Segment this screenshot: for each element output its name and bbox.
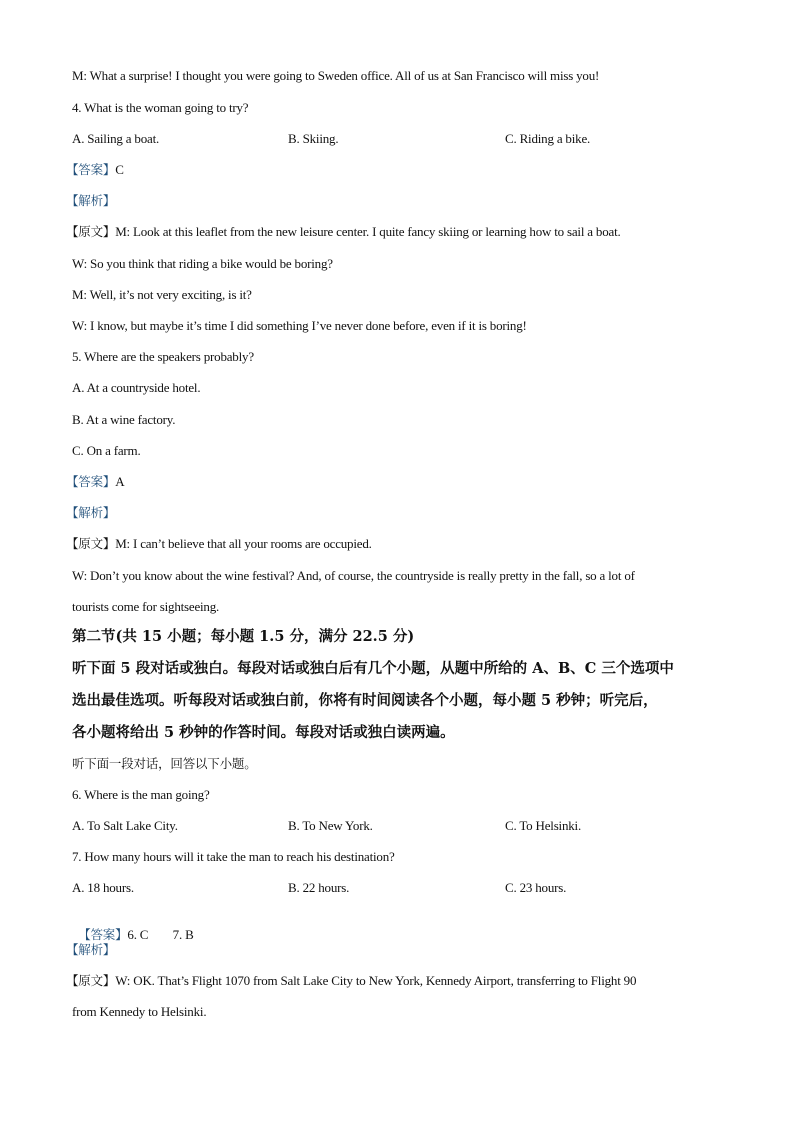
transcript-line: M: Well, it’s not very exciting, is it? — [72, 287, 252, 302]
answer-value: C — [115, 162, 124, 177]
transcript-line: W: So you think that riding a bike would be boring? — [72, 256, 333, 271]
answer-line — [66, 474, 125, 490]
question-4-options — [72, 131, 732, 147]
original-tag: 【原文】 — [66, 536, 116, 551]
option-b: B. To New York. — [288, 818, 373, 833]
question-6-options — [72, 818, 732, 834]
answer-tag: 【答案】 — [66, 474, 116, 489]
option-c: C. Riding a bike. — [505, 131, 591, 146]
transcript-text: M: Look at this leaflet from the new leisure center. I quite fancy skiing or learning how to sail a boat. — [115, 224, 621, 239]
section-prompt: 听下面一段对话，回答以下小题。 — [72, 756, 257, 771]
section-instructions: 听下面 5 段对话或独白。每段对话或独白后有几个小题，从题中所给的 A、B、C 三个选项中 — [72, 660, 674, 677]
question-4: 4. What is the woman going to try? — [72, 100, 249, 115]
answer-value: 6. C 7. B — [127, 927, 194, 942]
analysis-tag: 【解析】 — [66, 942, 116, 957]
question-7: 7. How many hours will it take the man to reach his destination? — [72, 849, 395, 864]
option-b: B. 22 hours. — [288, 880, 350, 895]
analysis-line — [66, 942, 116, 958]
original-tag: 【原文】 — [66, 224, 116, 239]
section-heading: 第二节(共 15 小题；每小题 1.5 分，满分 22.5 分) — [72, 628, 415, 645]
answer-line — [66, 162, 124, 178]
option-c: C. On a farm. — [72, 443, 141, 458]
analysis-line — [66, 505, 116, 521]
section-instructions: 选出最佳选项。听每段对话或独白前，你将有时间阅读各个小题，每小题 5 秒钟；听完后， — [72, 692, 658, 709]
analysis-tag: 【解析】 — [66, 505, 116, 520]
answer-tag: 【答案】 — [78, 927, 128, 942]
transcript-line: tourists come for sightseeing. — [72, 599, 220, 614]
transcript-line: from Kennedy to Helsinki. — [72, 1004, 207, 1019]
option-a: A. At a countryside hotel. — [72, 380, 201, 395]
analysis-tag: 【解析】 — [66, 193, 116, 208]
question-7-options — [72, 880, 732, 896]
original-tag: 【原文】 — [66, 973, 116, 988]
transcript-text: W: OK. That’s Flight 1070 from Salt Lake City to New York, Kennedy Airport, transferring to Flight 90 — [115, 973, 637, 988]
analysis-line — [66, 193, 116, 209]
transcript-line — [66, 224, 621, 240]
option-b: B. Skiing. — [288, 131, 339, 146]
transcript-line — [66, 536, 372, 552]
option-a: A. To Salt Lake City. — [72, 818, 178, 833]
option-c: C. To Helsinki. — [505, 818, 582, 833]
option-a: A. Sailing a boat. — [72, 131, 160, 146]
answer-tag: 【答案】 — [66, 162, 116, 177]
answer-value: A — [115, 474, 125, 489]
transcript-text: M: I can’t believe that all your rooms are occupied. — [115, 536, 372, 551]
section-instructions: 各小题将给出 5 秒钟的作答时间。每段对话或独白读两遍。 — [72, 724, 455, 741]
transcript-line: W: I know, but maybe it’s time I did something I’ve never done before, even if it is boring! — [72, 318, 527, 333]
option-a: A. 18 hours. — [72, 880, 134, 895]
question-5: 5. Where are the speakers probably? — [72, 349, 254, 364]
option-b: B. At a wine factory. — [72, 412, 176, 427]
transcript-line: W: Don’t you know about the wine festival? And, of course, the countryside is really pretty in the fall, so a lot of — [72, 568, 635, 583]
option-c: C. 23 hours. — [505, 880, 567, 895]
question-6: 6. Where is the man going? — [72, 787, 210, 802]
transcript-line — [66, 973, 637, 989]
dialogue-line: M: What a surprise! I thought you were going to Sweden office. All of us at San Francisco will miss you! — [72, 68, 600, 83]
